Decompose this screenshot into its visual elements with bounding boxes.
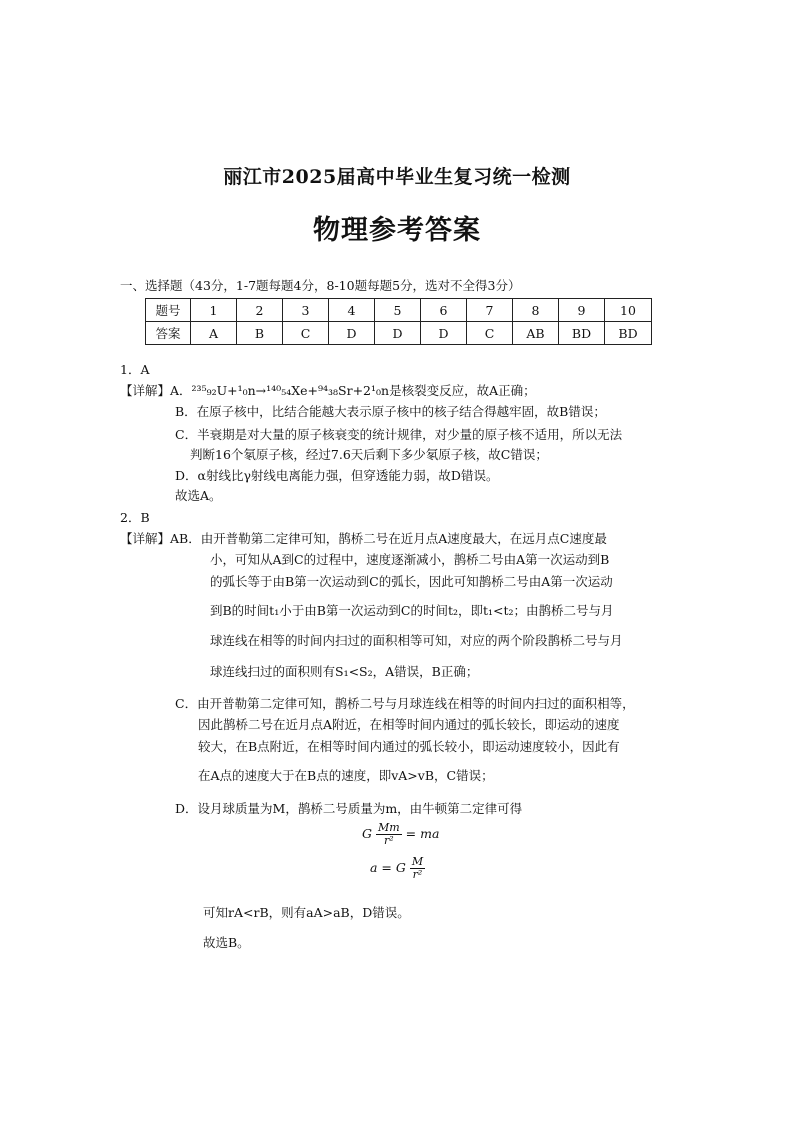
table-cell: D xyxy=(375,322,421,345)
q2-ab-text-6: 球连线扫过的面积则有S₁<S₂，A错误，B正确； xyxy=(210,664,479,679)
q2-ab-text-3: 的弧长等于由B第一次运动到C的弧长，因此可知鹊桥二号由A第一次运动 xyxy=(210,574,613,589)
eq2-numerator: M xyxy=(411,855,424,868)
q2-c-1: C．由开普勒第二定律可知，鹊桥二号与月球连线在相等的时间内扫过的面积相等， xyxy=(175,696,635,711)
page-title: 丽江市2025届高中毕业生复习统一检测 xyxy=(223,166,571,188)
table-cell: C xyxy=(467,322,513,345)
q2-conclusion: 故选B。 xyxy=(203,935,250,950)
table-cell: D xyxy=(421,322,467,345)
table-cell: C xyxy=(283,322,329,345)
equation-acceleration xyxy=(370,856,425,881)
page-subtitle: 物理参考答案 xyxy=(313,215,481,246)
q1-optB: B．在原子核中，比结合能越大表示原子核中的核子结合得越牢固，故B错误； xyxy=(175,404,606,419)
table-cell: B xyxy=(237,322,283,345)
table-row-numbers xyxy=(146,299,652,322)
q2-detail-tag: 【详解】 xyxy=(120,531,171,546)
table-cell: 9 xyxy=(559,299,605,322)
eq1-denominator: r² xyxy=(384,834,394,847)
section-heading: 一、选择题（43分，1-7题每题4分，8-10题每题5分，选对不全得3分） xyxy=(120,278,521,293)
eq1-fraction xyxy=(376,822,402,847)
table-cell: 8 xyxy=(513,299,559,322)
table-cell: 6 xyxy=(421,299,467,322)
answer-table xyxy=(145,298,652,345)
q2-c-2: 因此鹊桥二号在近月点A附近，在相等时间内通过的弧长较长，即运动的速度 xyxy=(198,717,620,732)
eq1-right: = ma xyxy=(405,826,440,841)
q1-optA-text: 是核裂变反应，故A正确； xyxy=(389,383,536,398)
q2-ab-label: AB． xyxy=(170,531,201,546)
table-cell: AB xyxy=(513,322,559,345)
table-cell: BD xyxy=(605,322,652,345)
q2-ab-text-1: 由开普勒第二定律可知，鹊桥二号在近月点A速度最大，在远月点C速度最 xyxy=(200,531,607,546)
eq1-G: G xyxy=(362,826,372,841)
q2-ab-line1 xyxy=(120,531,607,547)
q1-optD: D．α射线比γ射线电离能力强，但穿透能力弱，故D错误。 xyxy=(175,468,499,483)
q2-ab-text-2: 小，可知从A到C的过程中，速度逐渐减小，鹊桥二号由A第一次运动到B xyxy=(210,552,610,567)
table-cell: D xyxy=(329,322,375,345)
q2-ab-text-4: 到B的时间t₁小于由B第一次运动到C的时间t₂，即t₁<t₂；由鹊桥二号与月 xyxy=(210,603,614,618)
q1-detail-tag: 【详解】 xyxy=(120,383,171,398)
table-cell: A xyxy=(191,322,237,345)
row-label: 题号 xyxy=(146,299,191,322)
q2-answer: 2．B xyxy=(120,510,150,525)
q2-c-4: 在A点的速度大于在B点的速度，即vA>vB，C错误； xyxy=(198,768,494,783)
table-cell: 1 xyxy=(191,299,237,322)
equation-newton xyxy=(362,822,439,847)
eq1-numerator: Mm xyxy=(377,821,400,834)
table-row-answers xyxy=(146,322,652,345)
q1-answer: 1．A xyxy=(120,362,150,377)
q1-conclusion: 故选A。 xyxy=(175,488,222,503)
table-cell: 10 xyxy=(605,299,652,322)
q2-d-2: 可知rA<rB，则有aA>aB，D错误。 xyxy=(203,905,410,920)
q1-optC-2: 判断16个氡原子核，经过7.6天后剩下多少氡原子核，故C错误； xyxy=(190,447,548,462)
eq2-fraction xyxy=(410,856,425,881)
table-cell: 5 xyxy=(375,299,421,322)
table-cell: 3 xyxy=(283,299,329,322)
q2-ab-text-5: 球连线在相等的时间内扫过的面积相等可知，对应的两个阶段鹊桥二号与月 xyxy=(210,633,623,648)
eq2-left: a = G xyxy=(370,860,406,875)
eq2-denominator: r² xyxy=(412,868,423,881)
table-cell: 4 xyxy=(329,299,375,322)
q1-optA-line xyxy=(120,383,536,399)
q1-optA-label: A． xyxy=(170,383,192,398)
q1-optC-1: C．半衰期是对大量的原子核衰变的统计规律，对少量的原子核不适用，所以无法 xyxy=(175,427,623,442)
table-cell: 2 xyxy=(237,299,283,322)
q2-d-1: D．设月球质量为M，鹊桥二号质量为m，由牛顿第二定律可得 xyxy=(175,801,523,816)
q2-c-3: 较大，在B点附近，在相等时间内通过的弧长较小，即运动速度较小，因此有 xyxy=(198,739,620,754)
table-cell: 7 xyxy=(467,299,513,322)
q1-optA-equation: ²³⁵₉₂U+¹₀n→¹⁴⁰₅₄Xe+⁹⁴₃₈Sr+2¹₀n xyxy=(191,383,390,398)
row-label: 答案 xyxy=(146,322,191,345)
table-cell: BD xyxy=(559,322,605,345)
